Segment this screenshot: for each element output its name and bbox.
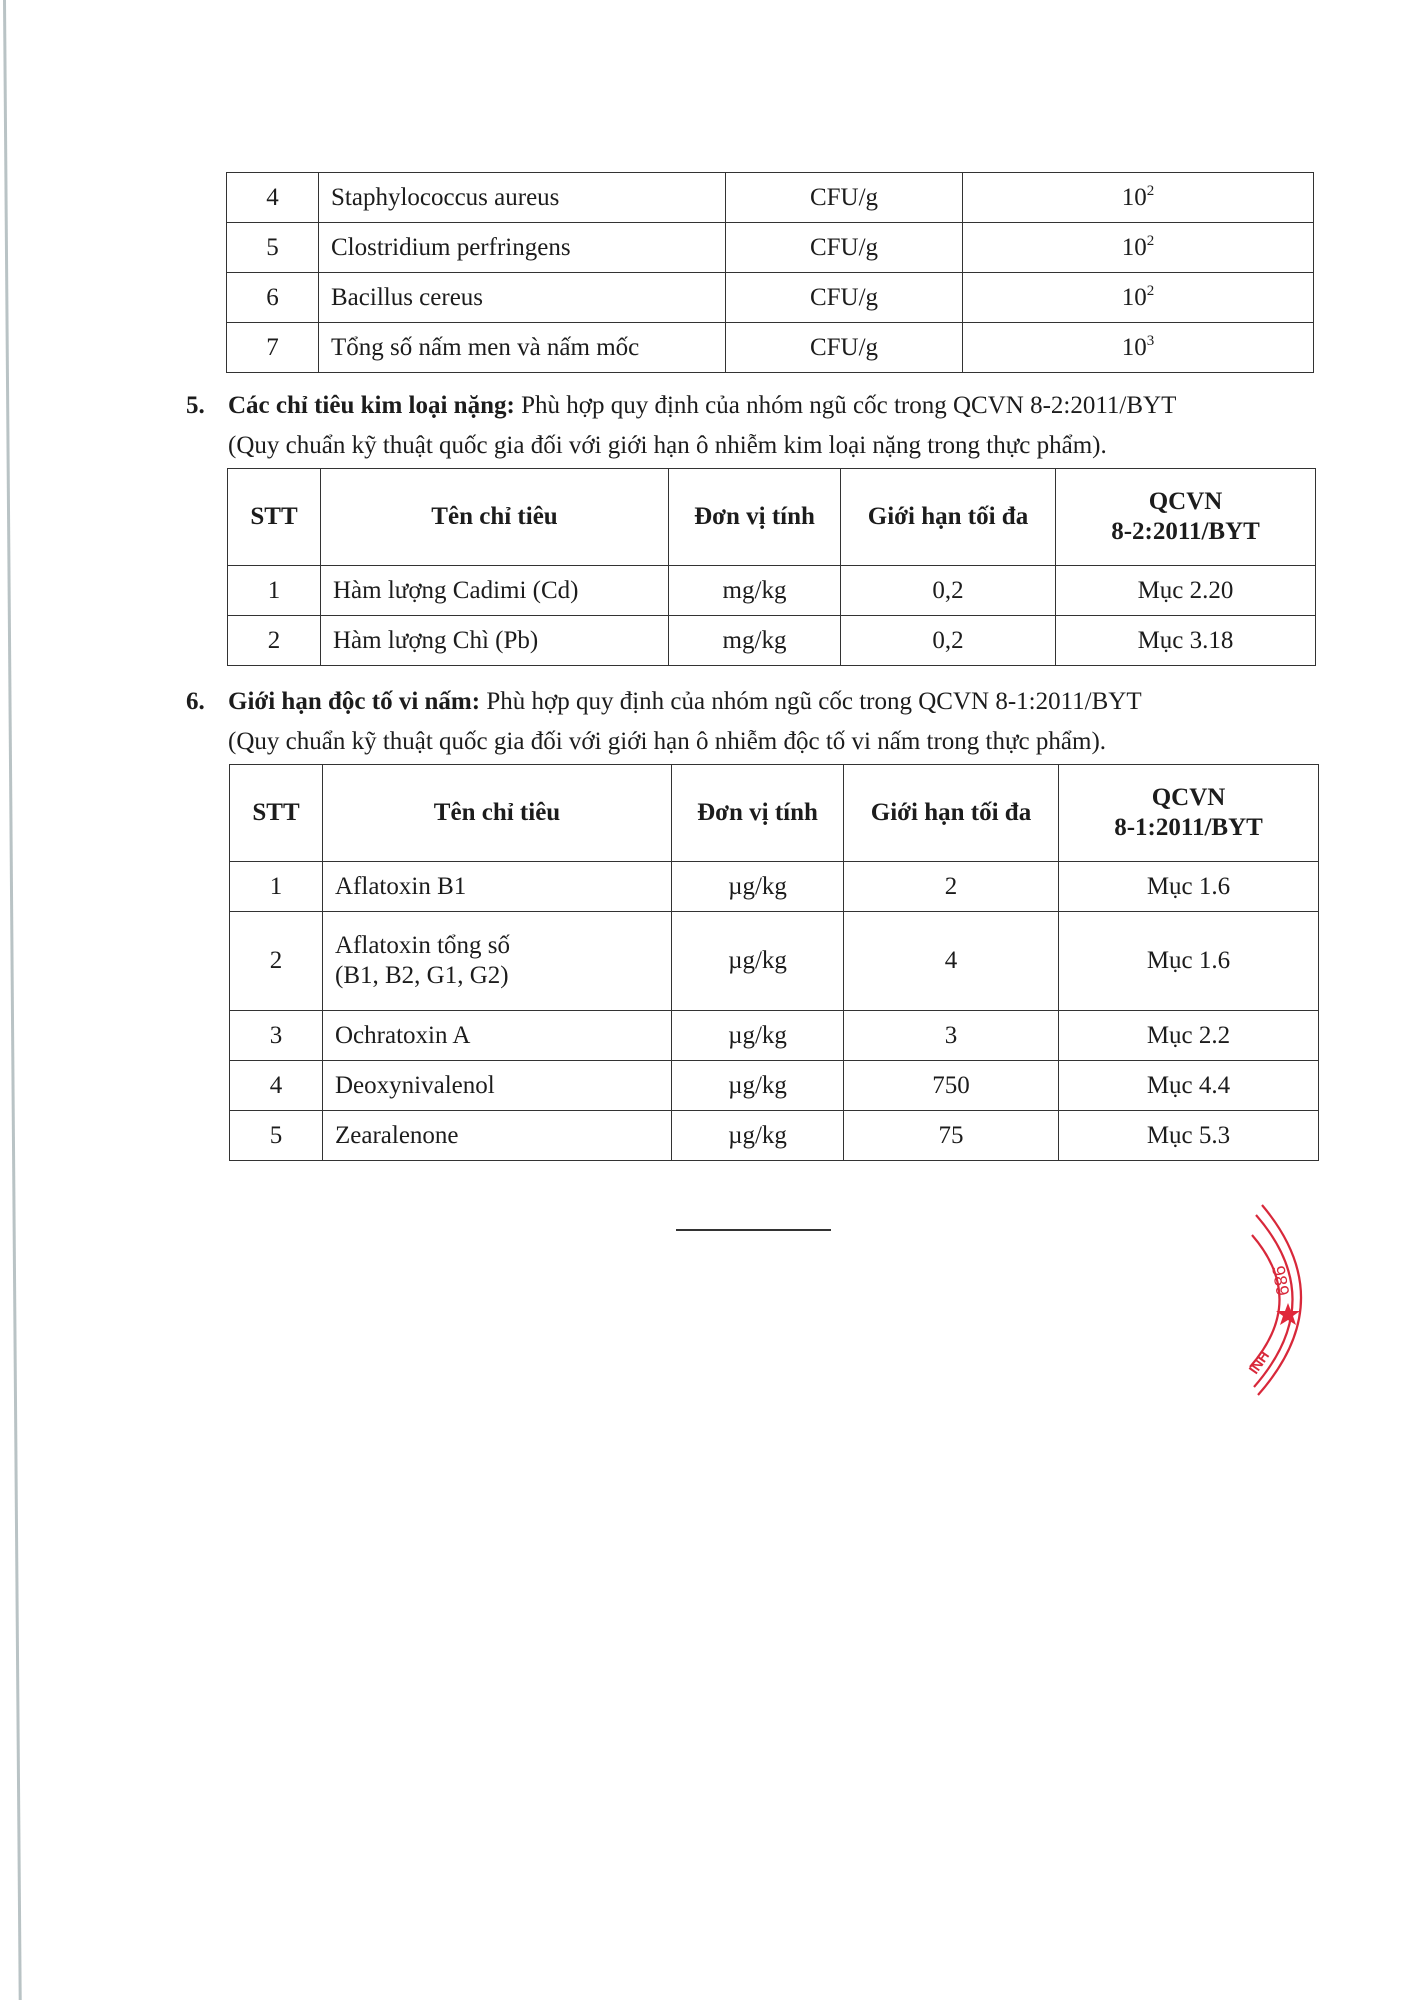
unit-cell: CFU/g (726, 273, 963, 323)
section-title: Các chỉ tiêu kim loại nặng: (228, 392, 515, 419)
reference-cell: Mục 4.4 (1059, 1061, 1319, 1111)
limit-cell (963, 173, 1314, 223)
header-unit: Đơn vị tính (672, 765, 844, 862)
table-row (230, 1011, 1319, 1061)
reference-cell: Mục 3.18 (1056, 616, 1316, 666)
header-reference-line-1: QCVN (1148, 488, 1223, 515)
limit-exponent: 3 (1146, 332, 1155, 349)
unit-cell: CFU/g (726, 173, 963, 223)
table-row (230, 1111, 1319, 1161)
table-header-row (228, 469, 1316, 566)
table-row (230, 862, 1319, 912)
limit-base: 10 (1121, 183, 1147, 211)
name-cell: Hàm lượng Chì (Pb) (321, 616, 669, 666)
limit-cell: 0,2 (841, 566, 1056, 616)
limit-base: 10 (1121, 283, 1147, 311)
table-row (227, 173, 1314, 223)
section-6-mycotoxins (186, 682, 1326, 762)
unit-cell: µg/kg (672, 862, 844, 912)
name-line-1: Aflatoxin tổng số (335, 932, 510, 959)
limit-base: 10 (1121, 233, 1147, 261)
name-cell: Clostridium perfringens (319, 223, 726, 273)
heavy-metals-table (227, 468, 1316, 666)
table-row (227, 273, 1314, 323)
stamp-seal (1245, 1195, 1370, 1405)
reference-cell: Mục 2.2 (1059, 1011, 1319, 1061)
header-stt: STT (230, 765, 323, 862)
table-header-row (230, 765, 1319, 862)
end-separator-line (676, 1229, 831, 1231)
name-cell: Zearalenone (323, 1111, 672, 1161)
name-cell: Aflatoxin B1 (323, 862, 672, 912)
limit-cell (963, 223, 1314, 273)
limit-cell (963, 323, 1314, 373)
section-text: Phù hợp quy định của nhóm ngũ cốc trong QCVN 8-1:2011/BYT (480, 688, 1142, 715)
section-5-heavy-metals (186, 386, 1326, 466)
limit-cell: 750 (844, 1061, 1059, 1111)
stt-cell: 4 (227, 173, 319, 223)
limit-exponent: 2 (1146, 232, 1155, 249)
unit-cell: CFU/g (726, 223, 963, 273)
limit-exponent: 2 (1146, 182, 1155, 199)
seal-text-fragment-1: 989 (1268, 1264, 1293, 1298)
limit-cell (963, 273, 1314, 323)
table-row (228, 566, 1316, 616)
unit-cell: µg/kg (672, 1111, 844, 1161)
stt-cell: 7 (227, 323, 319, 373)
unit-cell: µg/kg (672, 1061, 844, 1111)
mycotoxins-table (229, 764, 1319, 1161)
name-cell (323, 912, 672, 1011)
table-row (230, 912, 1319, 1011)
header-limit: Giới hạn tối đa (844, 765, 1059, 862)
stt-cell: 1 (230, 862, 323, 912)
limit-cell: 75 (844, 1111, 1059, 1161)
limit-cell: 0,2 (841, 616, 1056, 666)
name-cell: Deoxynivalenol (323, 1061, 672, 1111)
header-stt: STT (228, 469, 321, 566)
header-reference-line-2: 8-2:2011/BYT (1111, 518, 1260, 545)
stt-cell: 4 (230, 1061, 323, 1111)
header-reference (1056, 469, 1316, 566)
table-row (228, 616, 1316, 666)
section-6-line-1 (186, 682, 1326, 722)
unit-cell: CFU/g (726, 323, 963, 373)
name-cell: Staphylococcus aureus (319, 173, 726, 223)
table-row (227, 323, 1314, 373)
header-name: Tên chỉ tiêu (323, 765, 672, 862)
name-cell: Bacillus cereus (319, 273, 726, 323)
reference-cell: Mục 5.3 (1059, 1111, 1319, 1161)
section-number: 6. (186, 688, 205, 715)
limit-cell: 2 (844, 862, 1059, 912)
unit-cell: µg/kg (672, 912, 844, 1011)
stt-cell: 1 (228, 566, 321, 616)
name-cell: Ochratoxin A (323, 1011, 672, 1061)
reference-cell: Mục 1.6 (1059, 862, 1319, 912)
section-5-line-1 (186, 386, 1326, 426)
name-line-2: (B1, B2, G1, G2) (335, 962, 509, 989)
header-reference-line-2: 8-1:2011/BYT (1114, 814, 1263, 841)
table-row (230, 1061, 1319, 1111)
seal-text-fragment-2: INH (1245, 1347, 1273, 1377)
scan-edge (3, 0, 22, 2000)
section-number: 5. (186, 392, 205, 419)
limit-base: 10 (1121, 333, 1147, 361)
name-cell: Hàm lượng Cadimi (Cd) (321, 566, 669, 616)
header-unit: Đơn vị tính (669, 469, 841, 566)
stt-cell: 3 (230, 1011, 323, 1061)
reference-cell: Mục 2.20 (1056, 566, 1316, 616)
stt-cell: 2 (230, 912, 323, 1011)
microbiology-table (226, 172, 1314, 373)
limit-exponent: 2 (1146, 282, 1155, 299)
reference-cell: Mục 1.6 (1059, 912, 1319, 1011)
unit-cell: mg/kg (669, 616, 841, 666)
unit-cell: mg/kg (669, 566, 841, 616)
limit-cell: 3 (844, 1011, 1059, 1061)
section-text-continuation: (Quy chuẩn kỹ thuật quốc gia đối với giới hạn ô nhiễm kim loại nặng trong thực phẩm). (228, 432, 1107, 459)
section-text: Phù hợp quy định của nhóm ngũ cốc trong QCVN 8-2:2011/BYT (514, 392, 1177, 419)
header-name: Tên chỉ tiêu (321, 469, 669, 566)
header-limit: Giới hạn tối đa (841, 469, 1056, 566)
section-text-continuation: (Quy chuẩn kỹ thuật quốc gia đối với giới hạn ô nhiễm độc tố vi nấm trong thực phẩm). (228, 728, 1107, 755)
seal-inner-ring (1250, 1235, 1280, 1367)
unit-cell: µg/kg (672, 1011, 844, 1061)
section-title: Giới hạn độc tố vi nấm: (228, 688, 481, 715)
header-reference (1059, 765, 1319, 862)
stt-cell: 5 (227, 223, 319, 273)
stt-cell: 6 (227, 273, 319, 323)
stt-cell: 5 (230, 1111, 323, 1161)
stt-cell: 2 (228, 616, 321, 666)
limit-cell: 4 (844, 912, 1059, 1011)
header-reference-line-1: QCVN (1151, 784, 1226, 811)
table-row (227, 223, 1314, 273)
name-cell: Tổng số nấm men và nấm mốc (319, 323, 726, 373)
